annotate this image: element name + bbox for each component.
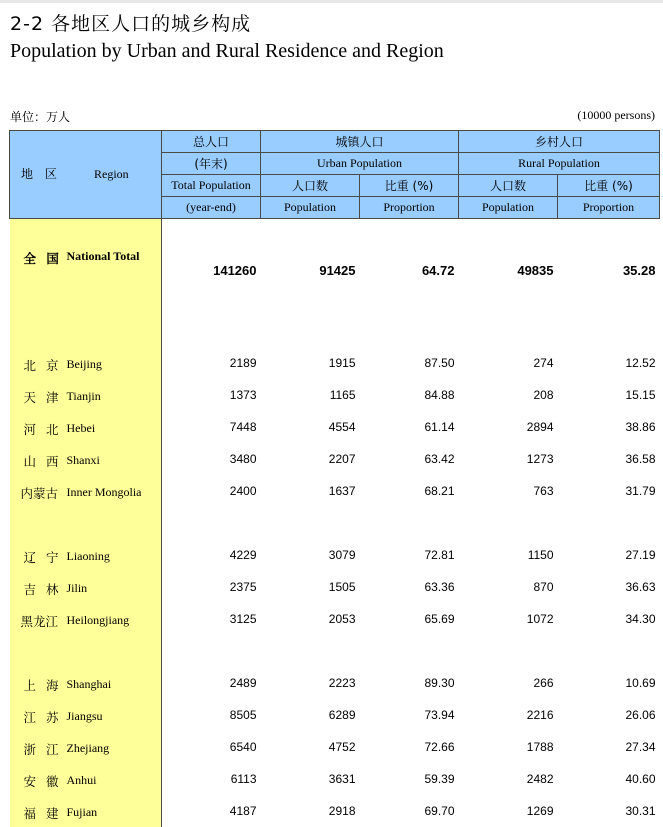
region-header-cn: 地 区	[21, 165, 61, 182]
region-name-cn: 山 西	[24, 452, 62, 470]
region-name-cn: 福 建	[24, 804, 62, 822]
group-spacer-row	[10, 507, 660, 539]
urban-population-cell: 1915	[261, 347, 360, 379]
region-cell	[10, 379, 162, 411]
rural-proportion-cell: 26.06	[558, 699, 660, 731]
rural-population-cell: 1072	[459, 603, 558, 635]
table-row[interactable]	[10, 795, 660, 827]
urban-header-en: Urban Population	[261, 153, 459, 175]
rural-proportion-cell: 40.60	[558, 763, 660, 795]
table-row[interactable]	[10, 731, 660, 763]
total-header-cn: 总人口	[162, 131, 261, 153]
rural-population-cell: 49835	[459, 219, 558, 316]
region-name-en: Heilongjiang	[67, 613, 130, 628]
empty-cell	[558, 635, 660, 667]
total-header-cn-2: (年末)	[162, 153, 261, 175]
rural-proportion-cell: 12.52	[558, 347, 660, 379]
urban-prop-header-en: Proportion	[360, 197, 459, 219]
region-name-en: Shanghai	[67, 677, 112, 692]
region-name-cn: 江 苏	[24, 708, 62, 726]
total-header-en: Total Population	[162, 175, 261, 197]
region-name-en: Shanxi	[67, 453, 100, 468]
region-cell	[10, 731, 162, 763]
urban-proportion-cell: 68.21	[360, 475, 459, 507]
urban-population-cell: 2223	[261, 667, 360, 699]
rural-proportion-cell: 36.58	[558, 443, 660, 475]
urban-proportion-cell: 89.30	[360, 667, 459, 699]
rural-pop-header-cn: 人口数	[459, 175, 558, 197]
unit-label-en: (10000 persons)	[577, 108, 655, 123]
region-cell	[10, 411, 162, 443]
region-name-cn: 天 津	[24, 388, 62, 406]
population-table	[9, 130, 660, 827]
rural-prop-header-cn: 比重 (%)	[558, 175, 660, 197]
region-name-cn: 安 徽	[24, 772, 62, 790]
urban-pop-header-cn: 人口数	[261, 175, 360, 197]
region-cell	[10, 603, 162, 635]
region-name-cn: 上 海	[24, 676, 62, 694]
region-cell	[10, 763, 162, 795]
table-body	[10, 219, 660, 827]
table-title-cn: 2-2 各地区人口的城乡构成	[10, 9, 251, 36]
region-name-en: Jiangsu	[67, 709, 103, 724]
urban-proportion-cell: 73.94	[360, 699, 459, 731]
rural-proportion-cell: 30.31	[558, 795, 660, 827]
urban-pop-header-en: Population	[261, 197, 360, 219]
total-population-cell: 4229	[162, 539, 261, 571]
rural-population-cell: 2894	[459, 411, 558, 443]
total-population-cell: 2189	[162, 347, 261, 379]
urban-proportion-cell: 63.42	[360, 443, 459, 475]
table-title-en: Population by Urban and Rural Residence and Region	[10, 40, 444, 63]
rural-population-cell: 763	[459, 475, 558, 507]
region-cell	[10, 571, 162, 603]
empty-cell	[459, 315, 558, 347]
empty-cell	[558, 507, 660, 539]
empty-cell	[360, 315, 459, 347]
table-row[interactable]	[10, 699, 660, 731]
total-population-cell: 6540	[162, 731, 261, 763]
rural-proportion-cell: 31.79	[558, 475, 660, 507]
rural-population-cell: 1269	[459, 795, 558, 827]
rural-population-cell: 2482	[459, 763, 558, 795]
region-cell	[10, 699, 162, 731]
urban-population-cell: 4554	[261, 411, 360, 443]
total-population-cell: 3125	[162, 603, 261, 635]
empty-cell	[162, 635, 261, 667]
region-cell	[10, 315, 162, 347]
region-name-en: Fujian	[67, 805, 98, 820]
region-cell	[10, 347, 162, 379]
region-name-en: Hebei	[67, 421, 96, 436]
empty-cell	[459, 507, 558, 539]
region-name-en: Inner Mongolia	[67, 485, 142, 500]
rural-population-cell: 266	[459, 667, 558, 699]
rural-proportion-cell: 10.69	[558, 667, 660, 699]
urban-population-cell: 3631	[261, 763, 360, 795]
urban-proportion-cell: 69.70	[360, 795, 459, 827]
urban-proportion-cell: 72.81	[360, 539, 459, 571]
table-row[interactable]	[10, 667, 660, 699]
region-name-en: Tianjin	[67, 389, 101, 404]
urban-population-cell: 91425	[261, 219, 360, 316]
region-name-cn: 浙 江	[24, 740, 62, 758]
sheet-top-edge	[0, 0, 663, 3]
rural-population-cell: 1273	[459, 443, 558, 475]
empty-cell	[261, 635, 360, 667]
region-name-cn: 北 京	[24, 356, 62, 374]
total-population-cell: 2375	[162, 571, 261, 603]
total-population-cell: 7448	[162, 411, 261, 443]
table-row[interactable]	[10, 443, 660, 475]
urban-population-cell: 2918	[261, 795, 360, 827]
urban-proportion-cell: 84.88	[360, 379, 459, 411]
region-cell	[10, 475, 162, 507]
region-name-cn: 内蒙古	[21, 484, 59, 502]
rural-population-cell: 2216	[459, 699, 558, 731]
rural-population-cell: 1150	[459, 539, 558, 571]
rural-population-cell: 274	[459, 347, 558, 379]
national-total-row[interactable]	[10, 219, 660, 316]
urban-population-cell: 3079	[261, 539, 360, 571]
total-population-cell: 1373	[162, 379, 261, 411]
urban-population-cell: 1505	[261, 571, 360, 603]
urban-population-cell: 2207	[261, 443, 360, 475]
urban-proportion-cell: 61.14	[360, 411, 459, 443]
rural-pop-header-en: Population	[459, 197, 558, 219]
group-spacer-row	[10, 315, 660, 347]
urban-proportion-cell: 59.39	[360, 763, 459, 795]
table-row[interactable]	[10, 763, 660, 795]
rural-proportion-cell: 38.86	[558, 411, 660, 443]
rural-proportion-cell: 34.30	[558, 603, 660, 635]
region-cell	[10, 539, 162, 571]
rural-header-cn: 乡村人口	[459, 131, 660, 153]
region-name-en: Liaoning	[67, 549, 110, 564]
total-population-cell: 4187	[162, 795, 261, 827]
region-name-en: Beijing	[67, 357, 102, 372]
urban-population-cell: 1637	[261, 475, 360, 507]
rural-proportion-cell: 36.63	[558, 571, 660, 603]
total-population-cell: 2489	[162, 667, 261, 699]
urban-population-cell: 2053	[261, 603, 360, 635]
empty-cell	[558, 315, 660, 347]
region-name-en: Jilin	[67, 581, 88, 596]
total-population-cell: 6113	[162, 763, 261, 795]
region-cell	[10, 219, 162, 316]
total-population-cell: 3480	[162, 443, 261, 475]
urban-header-cn: 城镇人口	[261, 131, 459, 153]
rural-header-en: Rural Population	[459, 153, 660, 175]
rural-population-cell: 870	[459, 571, 558, 603]
rural-proportion-cell: 27.19	[558, 539, 660, 571]
region-cell	[10, 667, 162, 699]
urban-proportion-cell: 65.69	[360, 603, 459, 635]
total-population-cell: 8505	[162, 699, 261, 731]
empty-cell	[459, 635, 558, 667]
region-cell	[10, 795, 162, 827]
urban-proportion-cell: 63.36	[360, 571, 459, 603]
urban-population-cell: 1165	[261, 379, 360, 411]
table-row[interactable]	[10, 411, 660, 443]
urban-proportion-cell: 72.66	[360, 731, 459, 763]
table-row[interactable]	[10, 347, 660, 379]
region-name-en: Zhejiang	[67, 741, 110, 756]
empty-cell	[360, 507, 459, 539]
unit-label-cn: 单位：万人	[10, 108, 70, 125]
region-header	[10, 131, 162, 219]
urban-population-cell: 4752	[261, 731, 360, 763]
rural-prop-header-en: Proportion	[558, 197, 660, 219]
region-name-cn: 辽 宁	[24, 548, 62, 566]
empty-cell	[162, 507, 261, 539]
rural-population-cell: 208	[459, 379, 558, 411]
table-row[interactable]	[10, 379, 660, 411]
region-name-cn: 全 国	[24, 249, 62, 267]
empty-cell	[162, 315, 261, 347]
urban-prop-header-cn: 比重 (%)	[360, 175, 459, 197]
rural-proportion-cell: 15.15	[558, 379, 660, 411]
table-row[interactable]	[10, 571, 660, 603]
region-name-en: National Total	[67, 249, 140, 264]
empty-cell	[261, 315, 360, 347]
region-cell	[10, 443, 162, 475]
region-name-en: Anhui	[67, 773, 97, 788]
empty-cell	[261, 507, 360, 539]
region-name-cn: 河 北	[24, 420, 62, 438]
urban-proportion-cell: 64.72	[360, 219, 459, 316]
rural-proportion-cell: 27.34	[558, 731, 660, 763]
group-spacer-row	[10, 635, 660, 667]
urban-population-cell: 6289	[261, 699, 360, 731]
total-population-cell: 2400	[162, 475, 261, 507]
region-name-cn: 吉 林	[24, 580, 62, 598]
urban-proportion-cell: 87.50	[360, 347, 459, 379]
table-row[interactable]	[10, 539, 660, 571]
total-population-cell: 141260	[162, 219, 261, 316]
rural-proportion-cell: 35.28	[558, 219, 660, 316]
total-header-en-2: (year-end)	[162, 197, 261, 219]
region-header-en: Region	[94, 167, 129, 182]
empty-cell	[360, 635, 459, 667]
table-row[interactable]	[10, 475, 660, 507]
region-cell	[10, 507, 162, 539]
region-name-cn: 黑龙江	[21, 612, 59, 630]
table-row[interactable]	[10, 603, 660, 635]
region-cell	[10, 635, 162, 667]
rural-population-cell: 1788	[459, 731, 558, 763]
